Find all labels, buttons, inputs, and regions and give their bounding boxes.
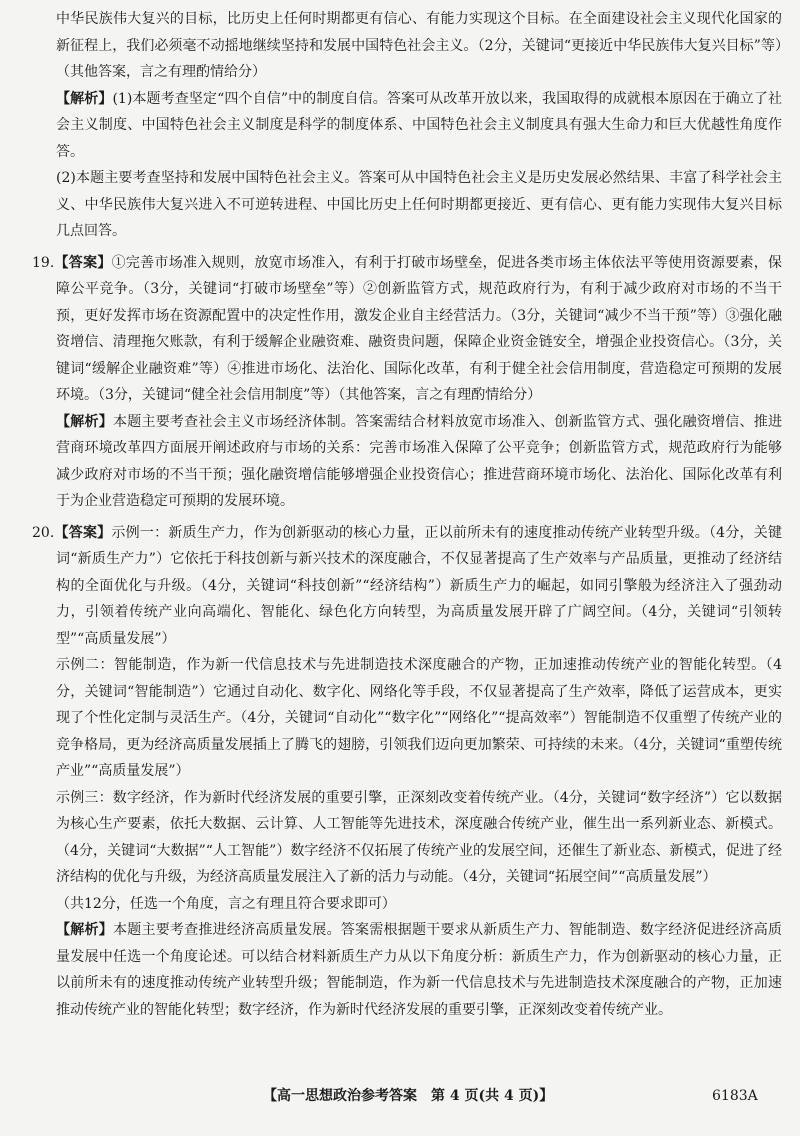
q20-example-2-paragraph <box>56 652 782 785</box>
q19-analysis-text: 本题主要考查社会主义市场经济体制。答案需结合材料放宽市场准入、创新监管方式、强化融资增信、推进营商环境改革四方面展开阐述政府与市场的关系：完善市场准入保障了公平竞争；创新监管方式，规范政府行为能够减少政府对市场的不当干预；强化融资增信能够增强企业投资信心；推进营商环境市场化、法治化、国际化改革有利于为企业营造稳定可预期的发展环境。 <box>56 413 783 509</box>
q18-analysis <box>56 86 782 166</box>
q20-analysis <box>56 917 782 1023</box>
q19-number: 19. <box>32 254 55 271</box>
q20-analysis-tag: 【解析】 <box>56 922 113 938</box>
q19-analysis <box>56 409 782 515</box>
q18-analysis-part2-paragraph <box>56 165 782 245</box>
q20-total-note-paragraph <box>56 891 782 918</box>
q18-analysis-part1: (1)本题考查坚定“四个自信”中的制度自信。答案可从改革开放以来，我国取得的成就根本原因在于确立了社会主义制度、中国特色社会主义制度是科学的制度体系、中国特色社会主义制度具有强大生命力和巨大优越性角度作答。 <box>56 90 782 160</box>
q20-number: 20. <box>32 524 55 541</box>
q18-analysis-tag: 【解析】 <box>56 90 113 107</box>
q20-total-note: （共12分，任选一个角度，言之有理且符合要求即可） <box>56 895 396 912</box>
answer-document <box>32 6 783 1023</box>
q18-answer-continuation <box>56 6 782 86</box>
q19-answer-tag: 【答案】 <box>54 254 112 271</box>
q20-example-2: 示例二：智能制造，作为新一代信息技术与先进制造技术深度融合的产物，正加速推动传统产业的智能化转型。（4分，关键词“智能制造”）它通过自动化、数字化、网络化等手段，不仅显著提高了生产效率，降低了运营成本，更实现了个性化定制与灵活生产。（4分，关键词“自动化”“数字化”“网络化”“提高效率”）智能制造不仅重塑了传统产业的竞争格局，更为经济高质量发展插上了腾飞的翅膀，引领我们迈向更加繁荣、可持续的未来。（4分，关键词“重塑传统产业”“高质量发展”） <box>56 657 782 779</box>
q20-example-1: 示例一：新质生产力，作为创新驱动的核心力量，正以前所未有的速度推动传统产业转型升级。（4分，关键词“新质生产力”）它依托于科技创新与新兴技术的深度融合，不仅显著提高了生产效率与产品质量，更推动了经济结构的全面优化与升级。（4分，关键词“科技创新”“经济结构”）新质生产力的崛起，如同引擎般为经济注入了强劲动力，引领着传统产业向高端化、智能化、绿色化方向转型，为高质量发展开辟了广阔空间。（4分，关键词“引领转型”“高质量发展”） <box>56 524 783 647</box>
q18-analysis-part2: (2)本题主要考查坚持和发展中国特色社会主义。答案可从中国特色社会主义是历史发展必然结果、丰富了科学社会主义、中华民族伟大复兴进入不可逆转进程、中国比历史上任何时期都更接近、更有信心、更有能力实现伟大复兴目标几点回答。 <box>56 170 782 239</box>
q20-answer <box>32 520 783 653</box>
footer-title: 【高一思想政治参考答案 第 4 页(共 4 页)】 <box>263 1088 554 1104</box>
q19-answer-text: ①完善市场准入规则，放宽市场准入，有利于打破市场壁垒，促进各类市场主体依法平等使用资源要素，保障公平竞争。（3分，关键词“打破市场壁垒”等）②创新监管方式，规范政府行为，有利于减少政府对市场的不当干预，更好发挥市场在资源配置中的决定性作用，激发企业自主经营活力。（3分，关键词“减少不当干预”等）③强化融资增信、清理拖欠账款，有利于缓解企业融资难、融资贵问题，保障企业资金链安全，增强企业投资信心。（3分，关键词“缓解企业融资难”等）④推进市场化、法治化、国际化改革，有利于健全社会信用制度，营造稳定可预期的发展环境。（3分，关键词“健全社会信用制度”等）（其他答案，言之有理酌情给分） <box>56 254 783 403</box>
q19-analysis-tag: 【解析】 <box>56 413 113 430</box>
q20-example-3: 示例三：数字经济，作为新时代经济发展的重要引擎，正深刻改变着传统产业。（4分，关键词“数字经济”）它以数据为核心生产要素，依托大数据、云计算、人工智能等先进技术，深度融合传统产业，催生出一系列新业态、新模式。（4分，关键词“大数据”“人工智能”）数字经济不仅拓展了传统产业的发展空间，还催生了新业态、新模式，促进了经济结构的优化与升级，为经济高质量发展注入了新的活力与动能。（4分，关键词“拓展空间”“高质量发展”） <box>56 789 782 885</box>
q18-answer-text: 中华民族伟大复兴的目标，比历史上任何时期都更有信心、有能力实现这个目标。在全面建设社会主义现代化国家的新征程上，我们必须毫不动摇地继续坚持和发展中国特色社会主义。（2分，关键词“更接近中华民族伟大复兴目标”等）（其他答案，言之有理酌情给分） <box>56 11 782 80</box>
q20-example-3-paragraph <box>56 785 782 891</box>
q20-answer-tag: 【答案】 <box>54 524 112 541</box>
q20-analysis-text: 本题主要考查推进经济高质量发展。答案需根据题干要求从新质生产力、智能制造、数字经济促进经济高质量发展中任选一个角度论述。可以结合材料新质生产力从以下角度分析：新质生产力，作为创新驱动的核心力量，正以前所未有的速度推动传统产业转型升级；智能制造，作为新一代信息技术与先进制造技术深度融合的产物，正加速推动传统产业的智能化转型；数字经济，作为新时代经济发展的重要引擎，正深刻改变着传统产业。 <box>56 922 783 1018</box>
q19-answer <box>32 250 783 409</box>
footer-code: 6183A <box>712 1088 758 1104</box>
